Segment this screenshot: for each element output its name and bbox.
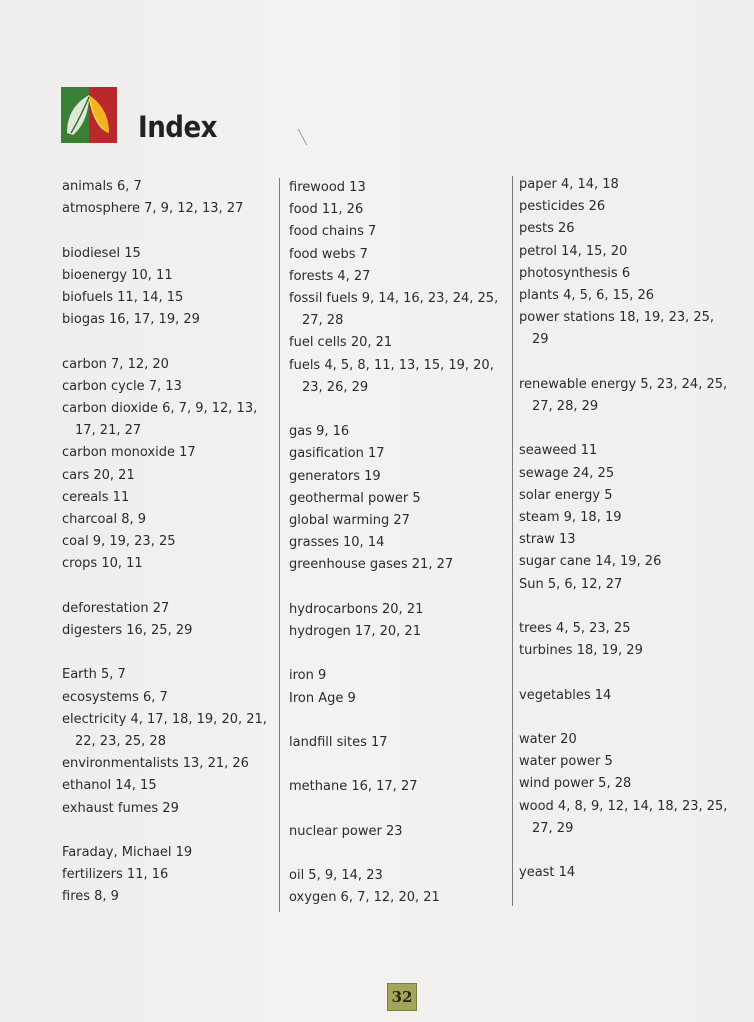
index-entry-text: global warming 27 bbox=[289, 513, 410, 529]
index-entry bbox=[519, 196, 744, 218]
entry-spacer bbox=[62, 331, 287, 353]
index-entry bbox=[62, 842, 287, 864]
index-entry bbox=[62, 886, 287, 908]
index-entry bbox=[519, 285, 744, 307]
index-entry-text: forests 4, 27 bbox=[289, 268, 371, 284]
index-entry bbox=[62, 198, 287, 220]
index-column-2 bbox=[289, 177, 514, 910]
index-entry-text: biogas 16, 17, 19, 29 bbox=[62, 312, 200, 328]
index-entry bbox=[62, 398, 287, 442]
index-entry-text: bioenergy 10, 11 bbox=[62, 267, 173, 283]
index-entry-text: sewage 24, 25 bbox=[519, 465, 615, 481]
index-entry bbox=[289, 887, 514, 909]
index-entry-text: digesters 16, 25, 29 bbox=[62, 623, 193, 639]
index-entry bbox=[289, 821, 514, 843]
index-entry-text: carbon monoxide 17 bbox=[62, 445, 196, 461]
index-entry bbox=[289, 665, 514, 687]
index-entry bbox=[289, 332, 514, 354]
index-entry-continuation: 27, 28, 29 bbox=[532, 399, 599, 415]
index-entry-text: exhaust fumes 29 bbox=[62, 800, 179, 816]
entry-spacer bbox=[519, 418, 744, 440]
index-entry bbox=[62, 753, 287, 775]
index-entry-text: gasification 17 bbox=[289, 446, 385, 462]
entry-spacer bbox=[519, 352, 744, 374]
index-entry bbox=[519, 263, 744, 285]
index-entry bbox=[62, 309, 287, 331]
index-entry bbox=[62, 709, 287, 753]
entry-spacer bbox=[289, 754, 514, 776]
index-entry bbox=[519, 174, 744, 196]
index-entry-text: carbon cycle 7, 13 bbox=[62, 378, 182, 394]
index-entry bbox=[289, 199, 514, 221]
index-entry bbox=[289, 488, 514, 510]
index-entry bbox=[519, 862, 744, 884]
index-entry bbox=[289, 288, 514, 332]
index-entry-text: electricity 4, 17, 18, 19, 20, 21, bbox=[62, 711, 267, 727]
index-entry-text: oil 5, 9, 14, 23 bbox=[289, 868, 383, 884]
index-entry-text: biofuels 11, 14, 15 bbox=[62, 290, 184, 305]
index-entry bbox=[519, 751, 744, 773]
index-entry-text: wood 4, 8, 9, 12, 14, 18, 23, 25, bbox=[519, 798, 728, 814]
index-entry bbox=[62, 442, 287, 464]
leaf-logo-icon bbox=[61, 87, 117, 143]
index-entry bbox=[289, 266, 514, 288]
index-entry-text: nuclear power 23 bbox=[289, 823, 403, 839]
index-entry bbox=[62, 664, 287, 686]
index-entry-text: environmentalists 13, 21, 26 bbox=[62, 756, 249, 772]
index-entry-continuation: 17, 21, 27 bbox=[75, 423, 142, 439]
index-entry-text: water 20 bbox=[519, 732, 577, 747]
index-entry-continuation: 29 bbox=[532, 332, 549, 348]
index-entry bbox=[519, 529, 744, 551]
index-entry-text: Iron Age 9 bbox=[289, 690, 356, 706]
index-entry bbox=[519, 241, 744, 263]
entry-spacer bbox=[289, 799, 514, 821]
index-entry bbox=[62, 775, 287, 797]
index-entry-text: renewable energy 5, 23, 24, 25, bbox=[519, 376, 728, 392]
index-entry bbox=[62, 243, 287, 265]
index-entry-text: fossil fuels 9, 14, 16, 23, 24, 25, bbox=[289, 291, 499, 307]
index-entry bbox=[519, 729, 744, 751]
index-entry-text: fertilizers 11, 16 bbox=[62, 867, 169, 883]
index-entry bbox=[62, 531, 287, 553]
index-entry bbox=[289, 599, 514, 621]
index-entry bbox=[62, 265, 287, 287]
entry-spacer bbox=[289, 643, 514, 665]
index-entry bbox=[289, 621, 514, 643]
index-entry-text: water power 5 bbox=[519, 754, 613, 770]
entry-spacer bbox=[519, 707, 744, 729]
index-entry bbox=[519, 307, 744, 351]
index-entry-text: gas 9, 16 bbox=[289, 424, 350, 440]
index-entry bbox=[289, 466, 514, 488]
index-entry-text: cereals 11 bbox=[62, 489, 130, 505]
index-entry bbox=[289, 221, 514, 243]
index-entry-text: petrol 14, 15, 20 bbox=[519, 243, 628, 259]
index-entry-text: hydrogen 17, 20, 21 bbox=[289, 624, 421, 640]
index-entry-text: methane 16, 17, 27 bbox=[289, 779, 418, 795]
index-entry-text: fuel cells 20, 21 bbox=[289, 335, 393, 351]
index-entry bbox=[62, 354, 287, 376]
index-entry-text: crops 10, 11 bbox=[62, 556, 143, 572]
margin-mark bbox=[298, 129, 307, 145]
index-entry bbox=[519, 640, 744, 662]
entry-spacer bbox=[289, 399, 514, 421]
index-entry-text: pests 26 bbox=[519, 221, 575, 237]
index-entry-text: grasses 10, 14 bbox=[289, 535, 385, 551]
column-divider bbox=[279, 178, 280, 912]
index-entry-text: geothermal power 5 bbox=[289, 490, 421, 506]
entry-spacer bbox=[62, 220, 287, 242]
entry-spacer bbox=[62, 820, 287, 842]
index-entry bbox=[289, 443, 514, 465]
index-entry bbox=[62, 509, 287, 531]
index-entry bbox=[62, 620, 287, 642]
index-entry bbox=[62, 864, 287, 886]
index-entry-text: turbines 18, 19, 29 bbox=[519, 643, 643, 659]
index-entry bbox=[519, 685, 744, 707]
index-entry-text: landfill sites 17 bbox=[289, 735, 388, 751]
index-entry bbox=[62, 553, 287, 575]
entry-spacer bbox=[289, 710, 514, 732]
index-entry-text: firewood 13 bbox=[289, 180, 366, 195]
entry-spacer bbox=[62, 576, 287, 598]
index-entry bbox=[519, 574, 744, 596]
index-entry bbox=[519, 773, 744, 795]
index-entry bbox=[62, 798, 287, 820]
index-column-1 bbox=[62, 176, 287, 909]
index-entry-text: fuels 4, 5, 8, 11, 13, 15, 19, 20, bbox=[289, 357, 494, 373]
index-entry-text: ecosystems 6, 7 bbox=[62, 689, 168, 705]
index-entry-text: coal 9, 19, 23, 25 bbox=[62, 534, 176, 550]
index-entry bbox=[289, 355, 514, 399]
index-entry bbox=[519, 463, 744, 485]
index-entry bbox=[289, 244, 514, 266]
index-entry-text: seaweed 11 bbox=[519, 443, 598, 459]
index-entry bbox=[519, 551, 744, 573]
index-entry-continuation: 27, 29 bbox=[532, 820, 574, 836]
page-number-badge: 32 bbox=[387, 983, 417, 1011]
index-entry bbox=[519, 507, 744, 529]
index-entry-text: biodiesel 15 bbox=[62, 245, 141, 261]
index-entry-text: power stations 18, 19, 23, 25, bbox=[519, 310, 715, 326]
index-entry-text: paper 4, 14, 18 bbox=[519, 177, 619, 192]
index-entry-text: hydrocarbons 20, 21 bbox=[289, 601, 424, 617]
index-entry-text: straw 13 bbox=[519, 532, 576, 548]
index-entry-text: food webs 7 bbox=[289, 246, 368, 262]
index-entry-text: food 11, 26 bbox=[289, 202, 364, 218]
index-entry bbox=[519, 218, 744, 240]
index-entry bbox=[62, 176, 287, 198]
index-entry-text: carbon 7, 12, 20 bbox=[62, 356, 169, 372]
index-entry bbox=[519, 440, 744, 462]
index-entry-text: greenhouse gases 21, 27 bbox=[289, 557, 454, 573]
index-column-3 bbox=[519, 174, 744, 884]
index-entry-text: plants 4, 5, 6, 15, 26 bbox=[519, 288, 655, 304]
index-entry-text: steam 9, 18, 19 bbox=[519, 510, 622, 526]
index-entry-text: carbon dioxide 6, 7, 9, 12, 13, bbox=[62, 401, 258, 416]
index-entry-text: atmosphere 7, 9, 12, 13, 27 bbox=[62, 201, 244, 217]
index-entry bbox=[289, 732, 514, 754]
index-entry bbox=[289, 510, 514, 532]
index-entry-text: Earth 5, 7 bbox=[62, 667, 126, 683]
index-entry bbox=[519, 618, 744, 640]
entry-spacer bbox=[289, 843, 514, 865]
index-entry bbox=[62, 376, 287, 398]
index-entry-text: yeast 14 bbox=[519, 865, 576, 881]
index-entry-text: food chains 7 bbox=[289, 224, 377, 240]
index-entry bbox=[289, 554, 514, 576]
entry-spacer bbox=[519, 596, 744, 618]
index-entry-continuation: 23, 26, 29 bbox=[302, 379, 369, 395]
index-entry-text: solar energy 5 bbox=[519, 487, 613, 503]
column-divider bbox=[512, 176, 513, 906]
index-entry-text: oxygen 6, 7, 12, 20, 21 bbox=[289, 890, 440, 906]
index-entry bbox=[62, 687, 287, 709]
index-entry bbox=[519, 374, 744, 418]
index-entry-text: sugar cane 14, 19, 26 bbox=[519, 554, 662, 570]
index-entry-text: ethanol 14, 15 bbox=[62, 778, 157, 794]
index-entry-text: animals 6, 7 bbox=[62, 179, 142, 194]
index-entry-text: trees 4, 5, 23, 25 bbox=[519, 621, 631, 637]
page-title: Index bbox=[138, 110, 217, 144]
index-entry-text: Faraday, Michael 19 bbox=[62, 845, 193, 861]
index-entry-text: wind power 5, 28 bbox=[519, 776, 632, 792]
entry-spacer bbox=[519, 840, 744, 862]
index-entry-text: deforestation 27 bbox=[62, 600, 170, 616]
index-entry bbox=[519, 485, 744, 507]
index-entry-text: cars 20, 21 bbox=[62, 467, 135, 483]
index-entry bbox=[289, 421, 514, 443]
entry-spacer bbox=[289, 577, 514, 599]
entry-spacer bbox=[519, 662, 744, 684]
index-entry bbox=[289, 532, 514, 554]
index-entry-text: pesticides 26 bbox=[519, 199, 606, 215]
index-entry bbox=[289, 776, 514, 798]
index-entry bbox=[62, 487, 287, 509]
index-entry-continuation: 22, 23, 25, 28 bbox=[75, 734, 166, 750]
index-entry-text: vegetables 14 bbox=[519, 687, 612, 703]
index-entry-continuation: 27, 28 bbox=[302, 313, 344, 329]
index-entry bbox=[62, 598, 287, 620]
index-entry-text: generators 19 bbox=[289, 468, 381, 484]
index-entry-text: iron 9 bbox=[289, 668, 327, 684]
index-entry-text: fires 8, 9 bbox=[62, 889, 119, 905]
index-entry bbox=[519, 796, 744, 840]
index-entry bbox=[289, 865, 514, 887]
index-entry-text: charcoal 8, 9 bbox=[62, 512, 147, 528]
entry-spacer bbox=[62, 642, 287, 664]
index-entry-text: photosynthesis 6 bbox=[519, 265, 631, 281]
index-entry bbox=[289, 177, 514, 199]
index-entry bbox=[289, 688, 514, 710]
index-entry-text: Sun 5, 6, 12, 27 bbox=[519, 576, 623, 592]
index-entry bbox=[62, 465, 287, 487]
index-entry bbox=[62, 287, 287, 309]
